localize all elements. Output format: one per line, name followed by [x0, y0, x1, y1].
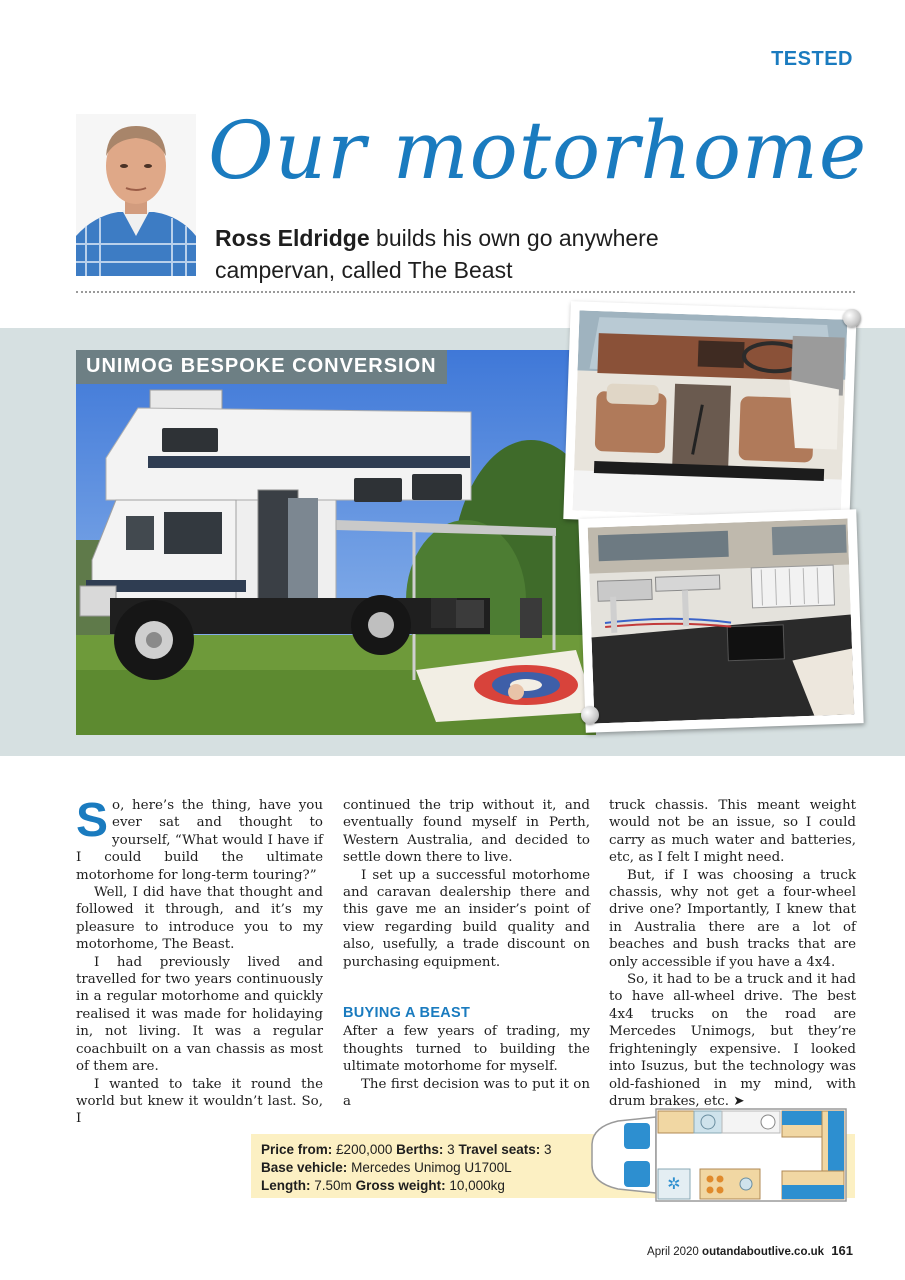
page-footer: [647, 1243, 853, 1258]
section-tag: TESTED: [771, 48, 853, 70]
main-photo: [76, 350, 596, 735]
standfirst-line1: builds his own go anywhere: [369, 225, 659, 251]
spec-label: Base vehicle:: [261, 1160, 348, 1175]
article-column-1: [76, 794, 323, 1128]
spec-value: 3: [447, 1142, 455, 1157]
website-link[interactable]: outandaboutlive.co.uk: [702, 1246, 825, 1258]
paragraph: I had previously lived and travelled for two years continuously in a regular motorhome and quickly realised it was made for holidaying in, not living. It was a regular coachbuilt on a van chassis as most of them are.: [76, 954, 323, 1075]
standfirst-line2: campervan, called The Beast: [215, 257, 513, 283]
author-name: Ross Eldridge: [215, 225, 370, 251]
author-portrait: [76, 114, 196, 276]
paragraph: continued the trip without it, and eventually found myself in Perth, Western Australia, and decided to settle down there to live.: [343, 798, 590, 866]
article-column-2: [343, 797, 590, 1111]
spec-value: Mercedes Unimog U1700L: [351, 1160, 512, 1175]
cab-interior-photo: [563, 301, 856, 529]
spec-label: Length:: [261, 1178, 311, 1193]
spec-value: 10,000kg: [449, 1178, 505, 1193]
paragraph: The first decision was to put it on a: [343, 1076, 590, 1110]
spec-value: 3: [544, 1142, 552, 1157]
paragraph: After a few years of trading, my thoughts turned to building the ultimate motorhome for myself.: [343, 1024, 590, 1075]
paragraph: I set up a successful motorhome and caravan dealership there and this gave me an insider’s point of view regarding build quality and also, usefully, a trade discount on purchasing equipment.: [343, 867, 590, 970]
spec-value: 7.50m: [314, 1178, 352, 1193]
divider: [76, 291, 855, 293]
pin-icon: [581, 706, 599, 724]
spec-value: £200,000: [336, 1142, 393, 1157]
article-column-3: [609, 797, 856, 1110]
rear-interior-photo: [578, 509, 863, 733]
paragraph: truck chassis. This meant weight would not be an issue, so I could carry as much water and batteries, etc, as I felt I might need.: [609, 798, 856, 866]
paragraph: But, if I was choosing a truck chassis, why not get a four-wheel drive one? Importantly, I knew that in Australia there are a lot of beaches and bush tracks that are only accessible if you have a 4x4.: [609, 867, 856, 970]
subheading: BUYING A BEAST: [343, 1005, 471, 1022]
paragraph: I wanted to take it round the world but knew it wouldn’t last. So, I: [76, 1076, 323, 1127]
spec-label: Gross weight:: [355, 1178, 446, 1193]
standfirst: [215, 222, 735, 286]
spec-label: Price from:: [261, 1142, 333, 1157]
pin-icon: [843, 309, 861, 327]
issue-date: April 2020: [647, 1246, 699, 1258]
spec-label: Travel seats:: [458, 1142, 541, 1157]
drop-cap: S: [76, 794, 109, 847]
spec-text: [261, 1141, 552, 1195]
paragraph: So, it had to be a truck and it had to have all-wheel drive. The best 4x4 trucks on the road are Mercedes Unimogs, but they’re frighteningly expensive. I looked into Isuzus, but the technology was old-fashioned in my mind, with drum brakes, etc. ➤: [609, 972, 856, 1109]
floorplan-diagram: [588, 1105, 850, 1205]
paragraph: o, here’s the thing, have you ever sat and thought to yourself, “What would I have if I could build the ultimate motorhome for long-term touring?”: [76, 798, 323, 883]
page-title: Our motorhome: [208, 104, 868, 197]
photo-label: UNIMOG BESPOKE CONVERSION: [76, 350, 447, 384]
spec-label: Berths:: [396, 1142, 444, 1157]
svg-text:✲: ✲: [667, 1174, 681, 1193]
paragraph: Well, I did have that thought and followed it through, and it’s my pleasure to introduce you to my motorhome, The Beast.: [76, 885, 323, 953]
page-number: 161: [831, 1243, 853, 1258]
